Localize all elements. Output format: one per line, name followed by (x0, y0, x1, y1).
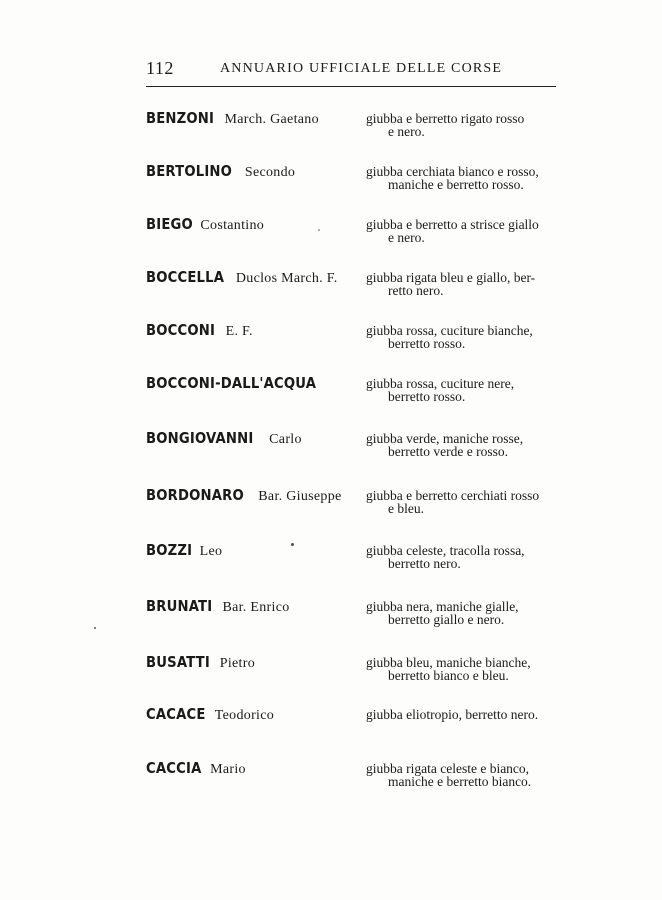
owner-name (146, 652, 255, 672)
racing-colors-line-1: giubba bleu, maniche bianche, (366, 655, 531, 670)
racing-colors-line-2: berretto rosso. (388, 336, 466, 351)
racing-colors (366, 762, 562, 788)
racing-colors-line-2: berretto verde e rosso. (388, 444, 508, 459)
owner-surname: BOCCELLA (146, 268, 225, 286)
racing-colors (366, 600, 562, 626)
racing-colors-line-1: giubba eliotropio, berretto nero. (366, 707, 539, 722)
racing-colors-line-2: berretto rosso. (388, 389, 466, 404)
racing-colors-line-1: giubba e berretto rigato rosso (366, 111, 525, 126)
owner-surname: BRUNATI (146, 597, 213, 615)
owner-given-name: Costantino (200, 218, 265, 233)
owner-surname: BORDONARO (146, 486, 244, 504)
owner-given-name: Secondo (244, 165, 296, 180)
racing-colors-line-1: giubba rigata celeste e bianco, (366, 761, 530, 776)
racing-colors-line-1: giubba e berretto a strisce giallo (366, 217, 539, 232)
owner-given-name: Carlo (269, 432, 302, 447)
racing-colors (366, 112, 562, 138)
list-item (146, 704, 576, 744)
owner-surname: BOCCONI-DALL'ACQUA (146, 374, 317, 392)
owner-surname: BONGIOVANNI (146, 429, 254, 447)
list-item (146, 373, 576, 413)
racing-colors-line-1: giubba verde, maniche rosse, (366, 431, 524, 446)
racing-colors (366, 165, 562, 191)
racing-colors-line-1: giubba celeste, tracolla rossa, (366, 543, 525, 558)
owner-surname: BOCCONI (146, 321, 216, 339)
owner-given-name: Leo (199, 544, 223, 559)
owner-given-name: E. F. (225, 324, 253, 339)
racing-colors-line-2: berretto giallo e nero. (388, 612, 505, 627)
racing-colors-line-2: berretto nero. (388, 556, 461, 571)
owner-name (146, 485, 342, 505)
list-item (146, 652, 576, 692)
owner-given-name: Mario (210, 762, 246, 777)
owner-name (146, 320, 253, 340)
owner-surname: BUSATTI (146, 653, 210, 671)
owner-name (146, 267, 338, 287)
owner-name (146, 428, 302, 448)
racing-colors (366, 324, 562, 350)
owner-name (146, 704, 274, 724)
list-item (146, 320, 576, 360)
owner-name (146, 108, 319, 128)
list-item (146, 428, 576, 468)
scan-speck (94, 627, 96, 629)
owner-given-name: Bar. Enrico (222, 600, 290, 615)
list-item (146, 108, 576, 148)
list-item (146, 596, 576, 636)
list-item (146, 758, 576, 798)
list-item (146, 214, 576, 254)
racing-colors (366, 708, 562, 721)
list-item (146, 485, 576, 525)
racing-colors-line-2: e bleu. (388, 501, 424, 516)
owner-name (146, 214, 264, 234)
racing-colors-line-2: e nero. (388, 230, 425, 245)
racing-colors-line-2: retto nero. (388, 283, 444, 298)
racing-colors (366, 489, 562, 515)
racing-colors-line-1: giubba e berretto cerchiati rosso (366, 488, 540, 503)
list-item (146, 267, 576, 307)
scan-speck (291, 543, 294, 546)
racing-colors-line-1: giubba rigata bleu e giallo, ber- (366, 270, 536, 285)
racing-colors-line-2: e nero. (388, 124, 425, 139)
racing-colors-line-2: maniche e berretto rosso. (388, 177, 524, 192)
racing-colors-line-2: maniche e berretto bianco. (388, 774, 532, 789)
list-item (146, 540, 576, 580)
list-item (146, 161, 576, 201)
owner-surname: CACACE (146, 705, 206, 723)
racing-colors (366, 544, 562, 570)
racing-colors-line-1: giubba nera, maniche gialle, (366, 599, 519, 614)
owner-name (146, 540, 222, 560)
racing-colors (366, 656, 562, 682)
owner-surname: BIEGO (146, 215, 193, 233)
owner-surname: BERTOLINO (146, 162, 233, 180)
running-title: ANNUARIO UFFICIALE DELLE CORSE (220, 61, 503, 76)
owner-given-name: Duclos March. F. (235, 271, 338, 286)
racing-colors-line-2: berretto bianco e bleu. (388, 668, 509, 683)
racing-colors-line-1: giubba rossa, cuciture nere, (366, 376, 515, 391)
page-header (146, 56, 556, 87)
owner-surname: BOZZI (146, 541, 193, 559)
racing-colors (366, 218, 562, 244)
scan-speck (318, 229, 320, 231)
racing-colors (366, 432, 562, 458)
owner-given-name: March. Gaetano (224, 112, 319, 127)
owner-name (146, 596, 290, 616)
racing-colors-line-1: giubba cerchiata bianco e rosso, (366, 164, 539, 179)
racing-colors-line-1: giubba rossa, cuciture bianche, (366, 323, 533, 338)
racing-colors (366, 377, 562, 403)
owner-surname: BENZONI (146, 109, 215, 127)
owner-name (146, 161, 295, 181)
owner-given-name: Pietro (219, 656, 255, 671)
racing-colors (366, 271, 562, 297)
owner-name (146, 373, 335, 393)
owner-name (146, 758, 246, 778)
owner-given-name: Teodorico (214, 708, 275, 723)
owner-surname: CACCIA (146, 759, 202, 777)
page-number: 112 (146, 58, 174, 78)
owner-given-name: Bar. Giuseppe (258, 489, 342, 504)
